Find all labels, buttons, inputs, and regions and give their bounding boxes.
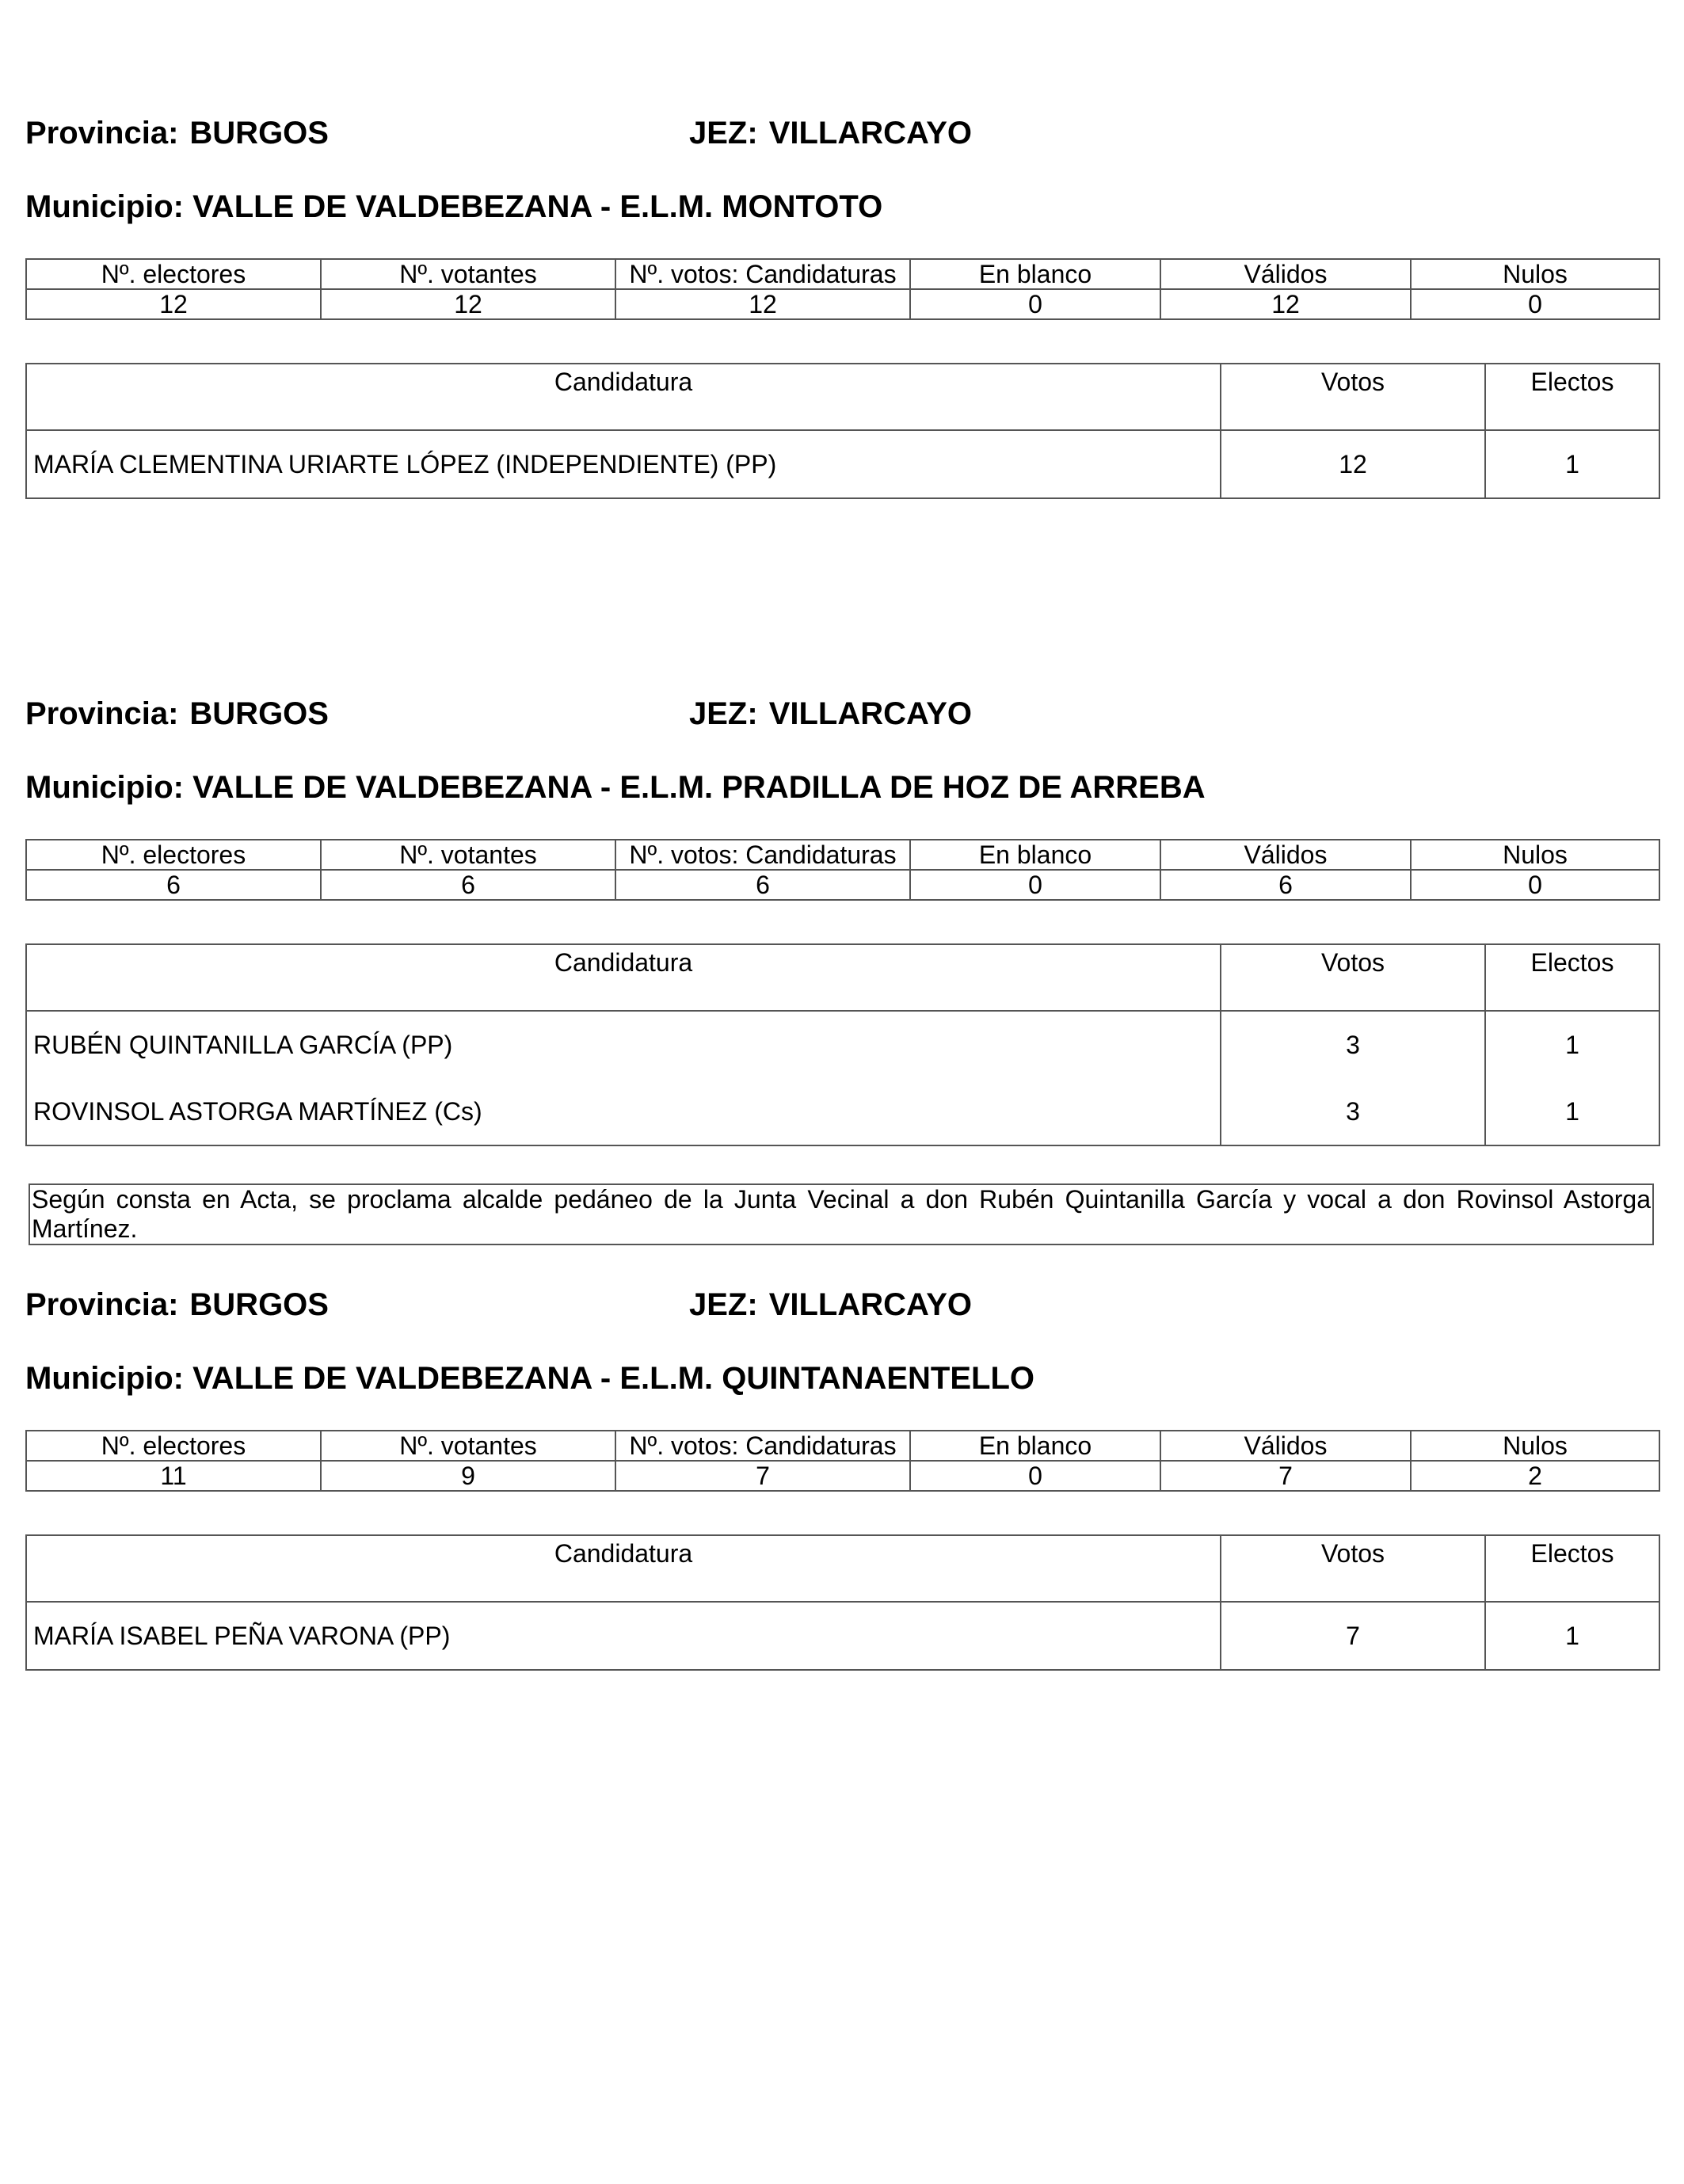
stats-value-cell: 0: [910, 289, 1160, 319]
stats-value-row: [26, 870, 1659, 900]
municipio-label: Municipio:: [25, 770, 184, 805]
stats-header-cell: Nº. votantes: [321, 259, 615, 289]
stats-header-cell: Nulos: [1411, 259, 1659, 289]
provincia-value: BURGOS: [189, 1287, 329, 1322]
stats-value-cell: 6: [26, 870, 321, 900]
jez-value: VILLARCAYO: [768, 696, 973, 731]
candidates-table: [25, 1534, 1660, 1671]
stats-value-row: [26, 1461, 1659, 1491]
stats-value-cell: 9: [321, 1461, 615, 1491]
electos-header: Electos: [1485, 1535, 1659, 1602]
candidates-header-row: [26, 364, 1659, 430]
stats-header-cell: En blanco: [910, 1431, 1160, 1461]
candidate-name: MARÍA ISABEL PEÑA VARONA (PP): [26, 1602, 1221, 1670]
provincia-value: BURGOS: [189, 116, 329, 151]
candidate-votos: 12: [1221, 430, 1485, 498]
stats-value-cell: 6: [321, 870, 615, 900]
stats-table: [25, 839, 1660, 901]
stats-header-row: [26, 1431, 1659, 1461]
candidates-header-row: [26, 1535, 1659, 1602]
provincia-line: [25, 115, 329, 151]
candidates-table: [25, 363, 1660, 499]
stats-value-cell: 12: [1160, 289, 1411, 319]
stats-header-cell: Nº. votos: Candidaturas: [615, 840, 910, 870]
stats-value-row: [26, 289, 1659, 319]
municipio-value: VALLE DE VALDEBEZANA - E.L.M. PRADILLA DE HOZ DE ARREBA: [192, 770, 1206, 805]
provincia-line: [25, 696, 329, 732]
municipio-label: Municipio:: [25, 189, 184, 224]
candidate-electos: 1: [1485, 1011, 1659, 1078]
stats-value-cell: 2: [1411, 1461, 1659, 1491]
stats-header-cell: Nº. electores: [26, 259, 321, 289]
candidates-table: [25, 943, 1660, 1146]
stats-value-cell: 6: [1160, 870, 1411, 900]
stats-header-cell: Nulos: [1411, 840, 1659, 870]
jez-line: [689, 696, 972, 732]
votos-header: Votos: [1221, 1535, 1485, 1602]
stats-header-cell: Válidos: [1160, 1431, 1411, 1461]
stats-value-cell: 12: [26, 289, 321, 319]
jez-label: JEZ:: [689, 116, 758, 151]
municipio-line: [25, 189, 882, 225]
candidate-row: [26, 1078, 1659, 1145]
stats-value-cell: 11: [26, 1461, 321, 1491]
provincia-label: Provincia:: [25, 1287, 179, 1322]
jez-value: VILLARCAYO: [768, 1287, 973, 1322]
stats-header-cell: Válidos: [1160, 259, 1411, 289]
candidate-row: [26, 430, 1659, 498]
stats-header-row: [26, 259, 1659, 289]
provincia-line: [25, 1286, 329, 1323]
provincia-label: Provincia:: [25, 696, 179, 731]
stats-table: [25, 1430, 1660, 1492]
jez-line: [689, 1286, 972, 1323]
stats-header-cell: En blanco: [910, 259, 1160, 289]
stats-header-cell: Nº. electores: [26, 840, 321, 870]
stats-header-cell: Nº. votos: Candidaturas: [615, 1431, 910, 1461]
stats-value-cell: 0: [1411, 289, 1659, 319]
candidatura-header: Candidatura: [26, 1535, 1221, 1602]
stats-header-cell: Nulos: [1411, 1431, 1659, 1461]
stats-header-row: [26, 840, 1659, 870]
candidate-row: [26, 1011, 1659, 1078]
candidate-votos: 3: [1221, 1078, 1485, 1145]
stats-header-cell: Nº. votantes: [321, 1431, 615, 1461]
electos-header: Electos: [1485, 944, 1659, 1011]
stats-value-cell: 0: [1411, 870, 1659, 900]
candidate-name: ROVINSOL ASTORGA MARTÍNEZ (Cs): [26, 1078, 1221, 1145]
votos-header: Votos: [1221, 944, 1485, 1011]
stats-value-cell: 12: [321, 289, 615, 319]
stats-value-cell: 7: [615, 1461, 910, 1491]
candidatura-header: Candidatura: [26, 944, 1221, 1011]
stats-header-cell: Nº. votos: Candidaturas: [615, 259, 910, 289]
jez-label: JEZ:: [689, 696, 758, 731]
jez-line: [689, 115, 972, 151]
candidate-name: RUBÉN QUINTANILLA GARCÍA (PP): [26, 1011, 1221, 1078]
stats-table: [25, 258, 1660, 320]
acta-note: Según consta en Acta, se proclama alcalde pedáneo de la Junta Vecinal a don Rubén Quintanilla García y vocal a don Rovinsol Astorga Martínez.: [29, 1183, 1654, 1245]
candidate-row: [26, 1602, 1659, 1670]
candidatura-header: Candidatura: [26, 364, 1221, 430]
candidate-electos: 1: [1485, 430, 1659, 498]
stats-header-cell: Nº. electores: [26, 1431, 321, 1461]
stats-value-cell: 12: [615, 289, 910, 319]
candidate-electos: 1: [1485, 1602, 1659, 1670]
votos-header: Votos: [1221, 364, 1485, 430]
stats-header-cell: En blanco: [910, 840, 1160, 870]
jez-label: JEZ:: [689, 1287, 758, 1322]
municipio-line: [25, 769, 1206, 806]
provincia-label: Provincia:: [25, 116, 179, 151]
stats-value-cell: 7: [1160, 1461, 1411, 1491]
candidate-votos: 3: [1221, 1011, 1485, 1078]
stats-value-cell: 0: [910, 1461, 1160, 1491]
stats-value-cell: 6: [615, 870, 910, 900]
jez-value: VILLARCAYO: [768, 116, 973, 151]
municipio-line: [25, 1360, 1034, 1397]
municipio-label: Municipio:: [25, 1361, 184, 1396]
stats-header-cell: Nº. votantes: [321, 840, 615, 870]
municipio-value: VALLE DE VALDEBEZANA - E.L.M. MONTOTO: [192, 189, 883, 224]
candidate-name: MARÍA CLEMENTINA URIARTE LÓPEZ (INDEPENDIENTE) (PP): [26, 430, 1221, 498]
candidates-header-row: [26, 944, 1659, 1011]
stats-value-cell: 0: [910, 870, 1160, 900]
provincia-value: BURGOS: [189, 696, 329, 731]
municipio-value: VALLE DE VALDEBEZANA - E.L.M. QUINTANAENTELLO: [192, 1361, 1035, 1396]
stats-header-cell: Válidos: [1160, 840, 1411, 870]
candidate-electos: 1: [1485, 1078, 1659, 1145]
candidate-votos: 7: [1221, 1602, 1485, 1670]
electos-header: Electos: [1485, 364, 1659, 430]
